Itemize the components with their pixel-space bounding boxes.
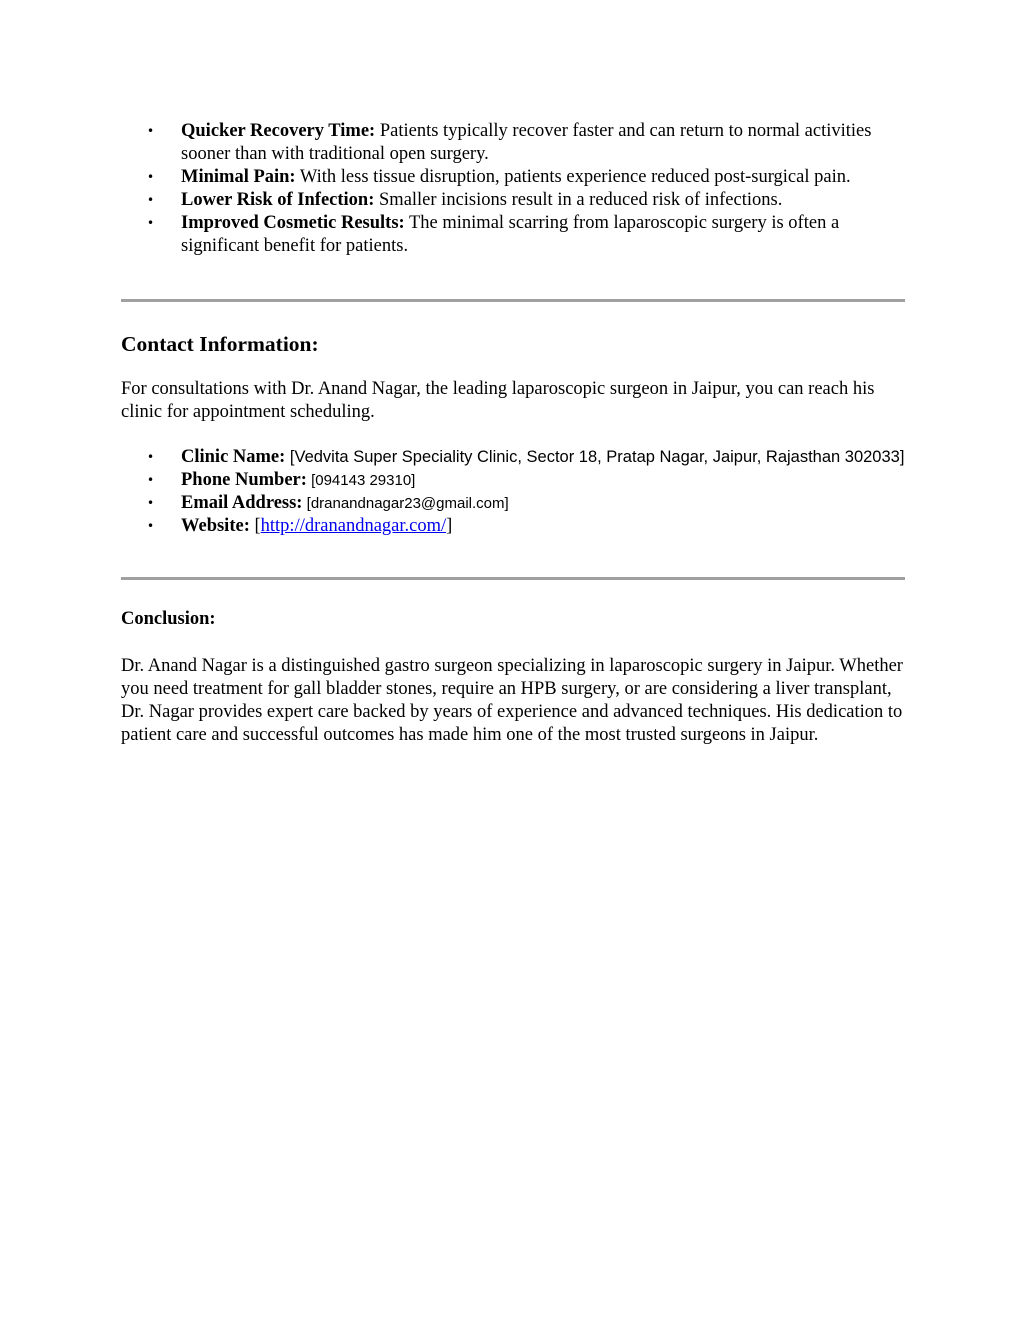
website-link[interactable]: http://dranandnagar.com/ xyxy=(260,516,447,536)
benefit-term: Minimal Pain: xyxy=(181,167,296,187)
bullet-icon: • xyxy=(147,170,155,184)
list-item xyxy=(121,515,905,538)
bullet-icon: • xyxy=(147,473,155,487)
list-item xyxy=(121,492,905,515)
phone-value: [094143 29310] xyxy=(306,472,416,489)
list-item xyxy=(121,120,905,166)
contact-intro: For consultations with Dr. Anand Nagar, the leading laparoscopic surgeon in Jaipur, you can reach his clinic for appointment scheduling. xyxy=(121,379,875,422)
benefit-term: Lower Risk of Infection: xyxy=(181,190,375,210)
contact-heading: Contact Information: xyxy=(121,332,319,356)
bullet-icon: • xyxy=(147,496,155,510)
benefit-text: The minimal scarring from laparoscopic surgery is often a significant benefit for patients. xyxy=(181,213,840,256)
website-label: Website: xyxy=(181,516,250,536)
website-open-bracket: [ xyxy=(249,516,261,536)
contact-list xyxy=(121,446,905,538)
clinic-label: Clinic Name: xyxy=(181,447,286,467)
list-item xyxy=(121,189,905,212)
list-item xyxy=(121,166,905,189)
bullet-icon: • xyxy=(147,450,155,464)
email-label: Email Address: xyxy=(181,493,303,513)
website-close-bracket: ] xyxy=(446,516,453,536)
conclusion-text: Dr. Anand Nagar is a distinguished gastro surgeon specializing in laparoscopic surgery in Jaipur. Whether you need treatment for gall bladder stones, require an HPB surgery, or are considering a liver transplant, Dr. Nagar provides expert care backed by years of experience and advanced techniques. His dedication to patient care and successful outcomes has made him one of the most trusted surgeons in Jaipur. xyxy=(121,656,903,745)
conclusion-heading: Conclusion: xyxy=(121,609,216,629)
clinic-value: [Vedvita Super Speciality Clinic, Sector 18, Pratap Nagar, Jaipur, Rajasthan 302033] xyxy=(285,448,905,466)
phone-label: Phone Number: xyxy=(181,470,307,490)
benefits-list xyxy=(121,120,905,258)
benefit-term: Quicker Recovery Time: xyxy=(181,121,376,141)
bullet-icon: • xyxy=(147,124,155,138)
email-value: [dranandnagar23@gmail.com] xyxy=(302,495,509,512)
benefit-text: Patients typically recover faster and can return to normal activities sooner than with traditional open surgery. xyxy=(181,121,872,164)
list-item xyxy=(121,446,905,469)
list-item xyxy=(121,212,905,258)
bullet-icon: • xyxy=(147,216,155,230)
bullet-icon: • xyxy=(147,193,155,207)
benefit-text: Smaller incisions result in a reduced risk of infections. xyxy=(374,190,783,210)
list-item xyxy=(121,469,905,492)
bullet-icon: • xyxy=(147,519,155,533)
benefit-term: Improved Cosmetic Results: xyxy=(181,213,405,233)
benefit-text: With less tissue disruption, patients experience reduced post-surgical pain. xyxy=(295,167,851,187)
document-page xyxy=(121,120,905,747)
